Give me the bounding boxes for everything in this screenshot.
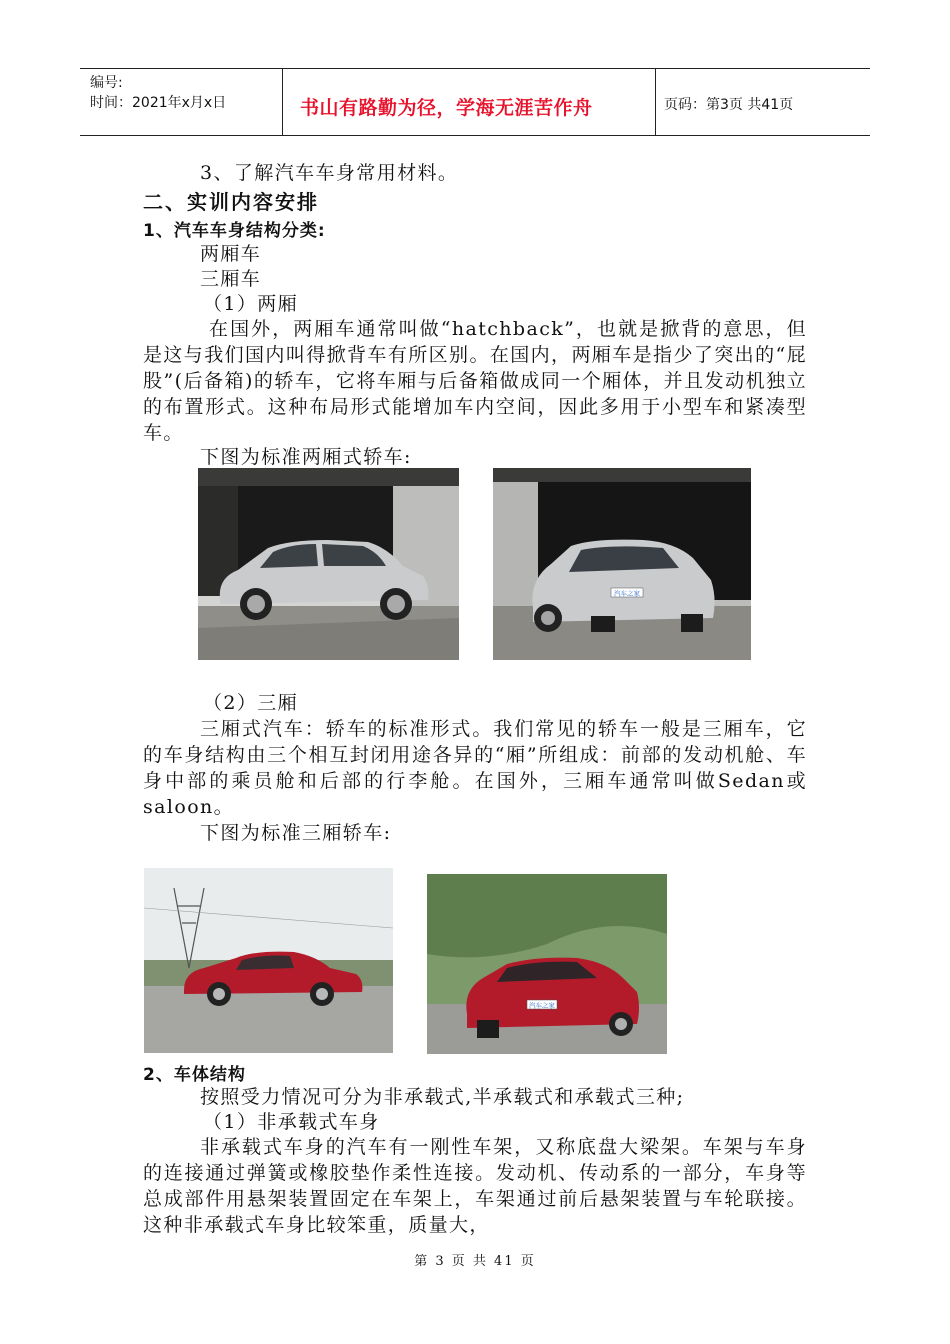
hatchback-plate-text: 汽车之家 bbox=[614, 589, 640, 598]
hatch-caption: 下图为标准两厢式轿车: bbox=[200, 446, 412, 468]
hatchback-side-photo bbox=[198, 468, 459, 660]
nonload-paragraph: 非承载式车身的汽车有一刚性车架，又称底盘大梁架。车架与车身的连接通过弹簧或橡胶垫作柔性连接。发动机、传动系的一部分，车身等总成部件用悬架装置固定在车架上，车架通过前后悬架装置与车轮联接。这种非承载式车身比较笨重，质量大， bbox=[143, 1136, 807, 1236]
header-time: 时间：2021年x月x日 bbox=[90, 95, 227, 111]
sedan-paragraph: 三厢式汽车：轿车的标准形式。我们常见的轿车一般是三厢车，它的车身结构由三个相互封闭用途各异的“厢”所组成：前部的发动机舱、车身中部的乘员舱和后部的行李舱。在国外，三厢车通常叫做Sedan或saloon。 bbox=[143, 718, 807, 818]
hatch-title: （1）两厢 bbox=[203, 293, 299, 315]
sedan-side-photo bbox=[144, 868, 393, 1053]
sedan-title: （2）三厢 bbox=[203, 692, 299, 714]
nonload-title: （1）非承载式车身 bbox=[203, 1111, 380, 1133]
structure-intro: 按照受力情况可分为非承载式,半承载式和承载式三种; bbox=[200, 1086, 685, 1108]
header-bottom-border bbox=[80, 135, 870, 136]
section-title: 二、实训内容安排 bbox=[143, 190, 319, 214]
header-divider-right bbox=[655, 68, 656, 136]
header-divider-left bbox=[282, 68, 283, 136]
header-top-border bbox=[80, 68, 870, 69]
subsection-title-classification: 1、汽车车身结构分类: bbox=[143, 221, 326, 241]
sedan-plate-text: 汽车之家 bbox=[529, 1001, 555, 1010]
goal-item-3: 3、了解汽车车身常用材料。 bbox=[200, 162, 459, 184]
sedan-rear-photo bbox=[427, 874, 667, 1054]
subsection-title-structure: 2、车体结构 bbox=[143, 1065, 246, 1085]
header-number-label: 编号: bbox=[90, 75, 123, 91]
hatchback-rear-photo bbox=[493, 468, 751, 660]
sedan-caption: 下图为标准三厢轿车: bbox=[200, 822, 392, 844]
type-three-box: 三厢车 bbox=[200, 268, 262, 290]
hatch-paragraph: 在国外，两厢车通常叫做“hatchback”，也就是掀背的意思，但是这与我们国内叫得掀背车有所区别。在国内，两厢车是指少了突出的“屁股”(后备箱)的轿车，它将车厢与后备箱做成同一个厢体，并且发动机独立的布置形式。这种布局形式能增加车内空间，因此多用于小型车和紧凑型车。 bbox=[143, 318, 807, 444]
header-page-code: 页码：第3页 共41页 bbox=[664, 97, 794, 113]
header-motto: 书山有路勤为径，学海无涯苦作舟 bbox=[300, 97, 593, 119]
page-footer: 第 3 页 共 41 页 bbox=[414, 1254, 536, 1269]
type-two-box: 两厢车 bbox=[200, 243, 262, 265]
